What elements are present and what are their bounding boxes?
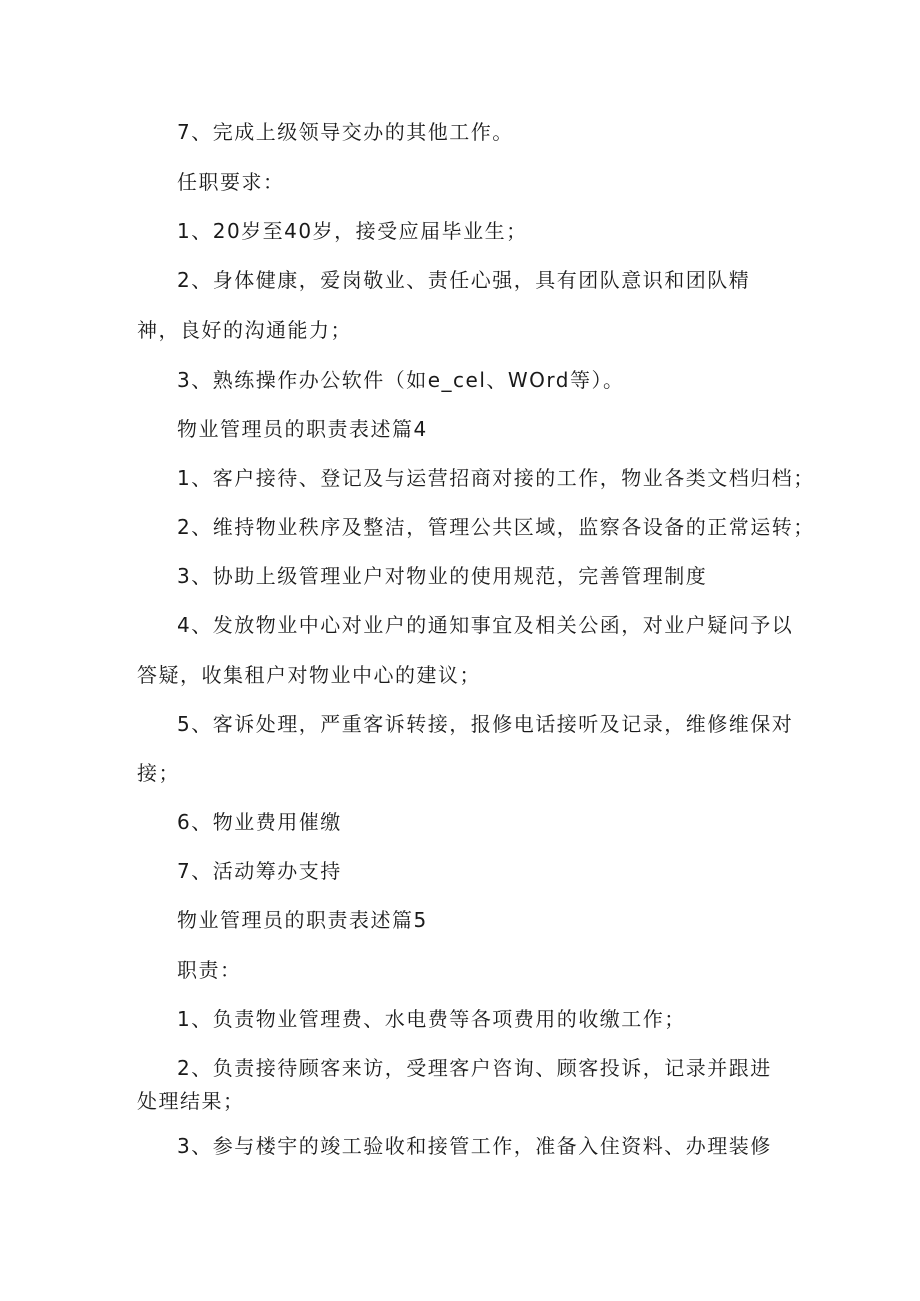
text-line: 5、客诉处理，严重客诉转接，报修电话接听及记录，维修维保对 [177,712,794,736]
text-line: 1、负责物业管理费、水电费等各项费用的收缴工作； [177,1007,686,1031]
text-line: 6、物业费用催缴 [177,810,342,834]
text-line: 7、活动筹办支持 [177,859,342,883]
text-line: 处理结果； [137,1089,245,1113]
text-line: 4、发放物业中心对业户的通知事宜及相关公函，对业户疑问予以 [177,613,794,637]
section-heading: 物业管理员的职责表述篇5 [177,908,428,932]
text-line: 1、客户接待、登记及与运营招商对接的工作，物业各类文档归档； [177,466,815,490]
text-line: 接； [137,761,180,785]
text-line: 3、参与楼宇的竣工验收和接管工作，准备入住资料、办理装修 [177,1134,772,1158]
text-line: 7、完成上级领导交办的其他工作。 [177,120,514,144]
text-line: 2、维持物业秩序及整洁，管理公共区域，监察各设备的正常运转； [177,515,815,539]
text-line: 3、协助上级管理业户对物业的使用规范，完善管理制度 [177,564,708,588]
text-line: 答疑，收集租户对物业中心的建议； [137,663,481,687]
text-line: 2、负责接待顾客来访，受理客户咨询、顾客投诉，记录并跟进 [177,1056,772,1080]
text-line: 任职要求： [177,170,285,194]
text-line: 2、身体健康，爱岗敬业、责任心强，具有团队意识和团队精 [177,268,751,292]
text-line: 神，良好的沟通能力； [137,318,352,342]
text-line: 3、熟练操作办公软件（如e_cel、WOrd等）。 [177,368,625,392]
text-line: 1、20岁至40岁，接受应届毕业生； [177,219,528,243]
section-heading: 物业管理员的职责表述篇4 [177,417,428,441]
text-line: 职责： [177,958,242,982]
